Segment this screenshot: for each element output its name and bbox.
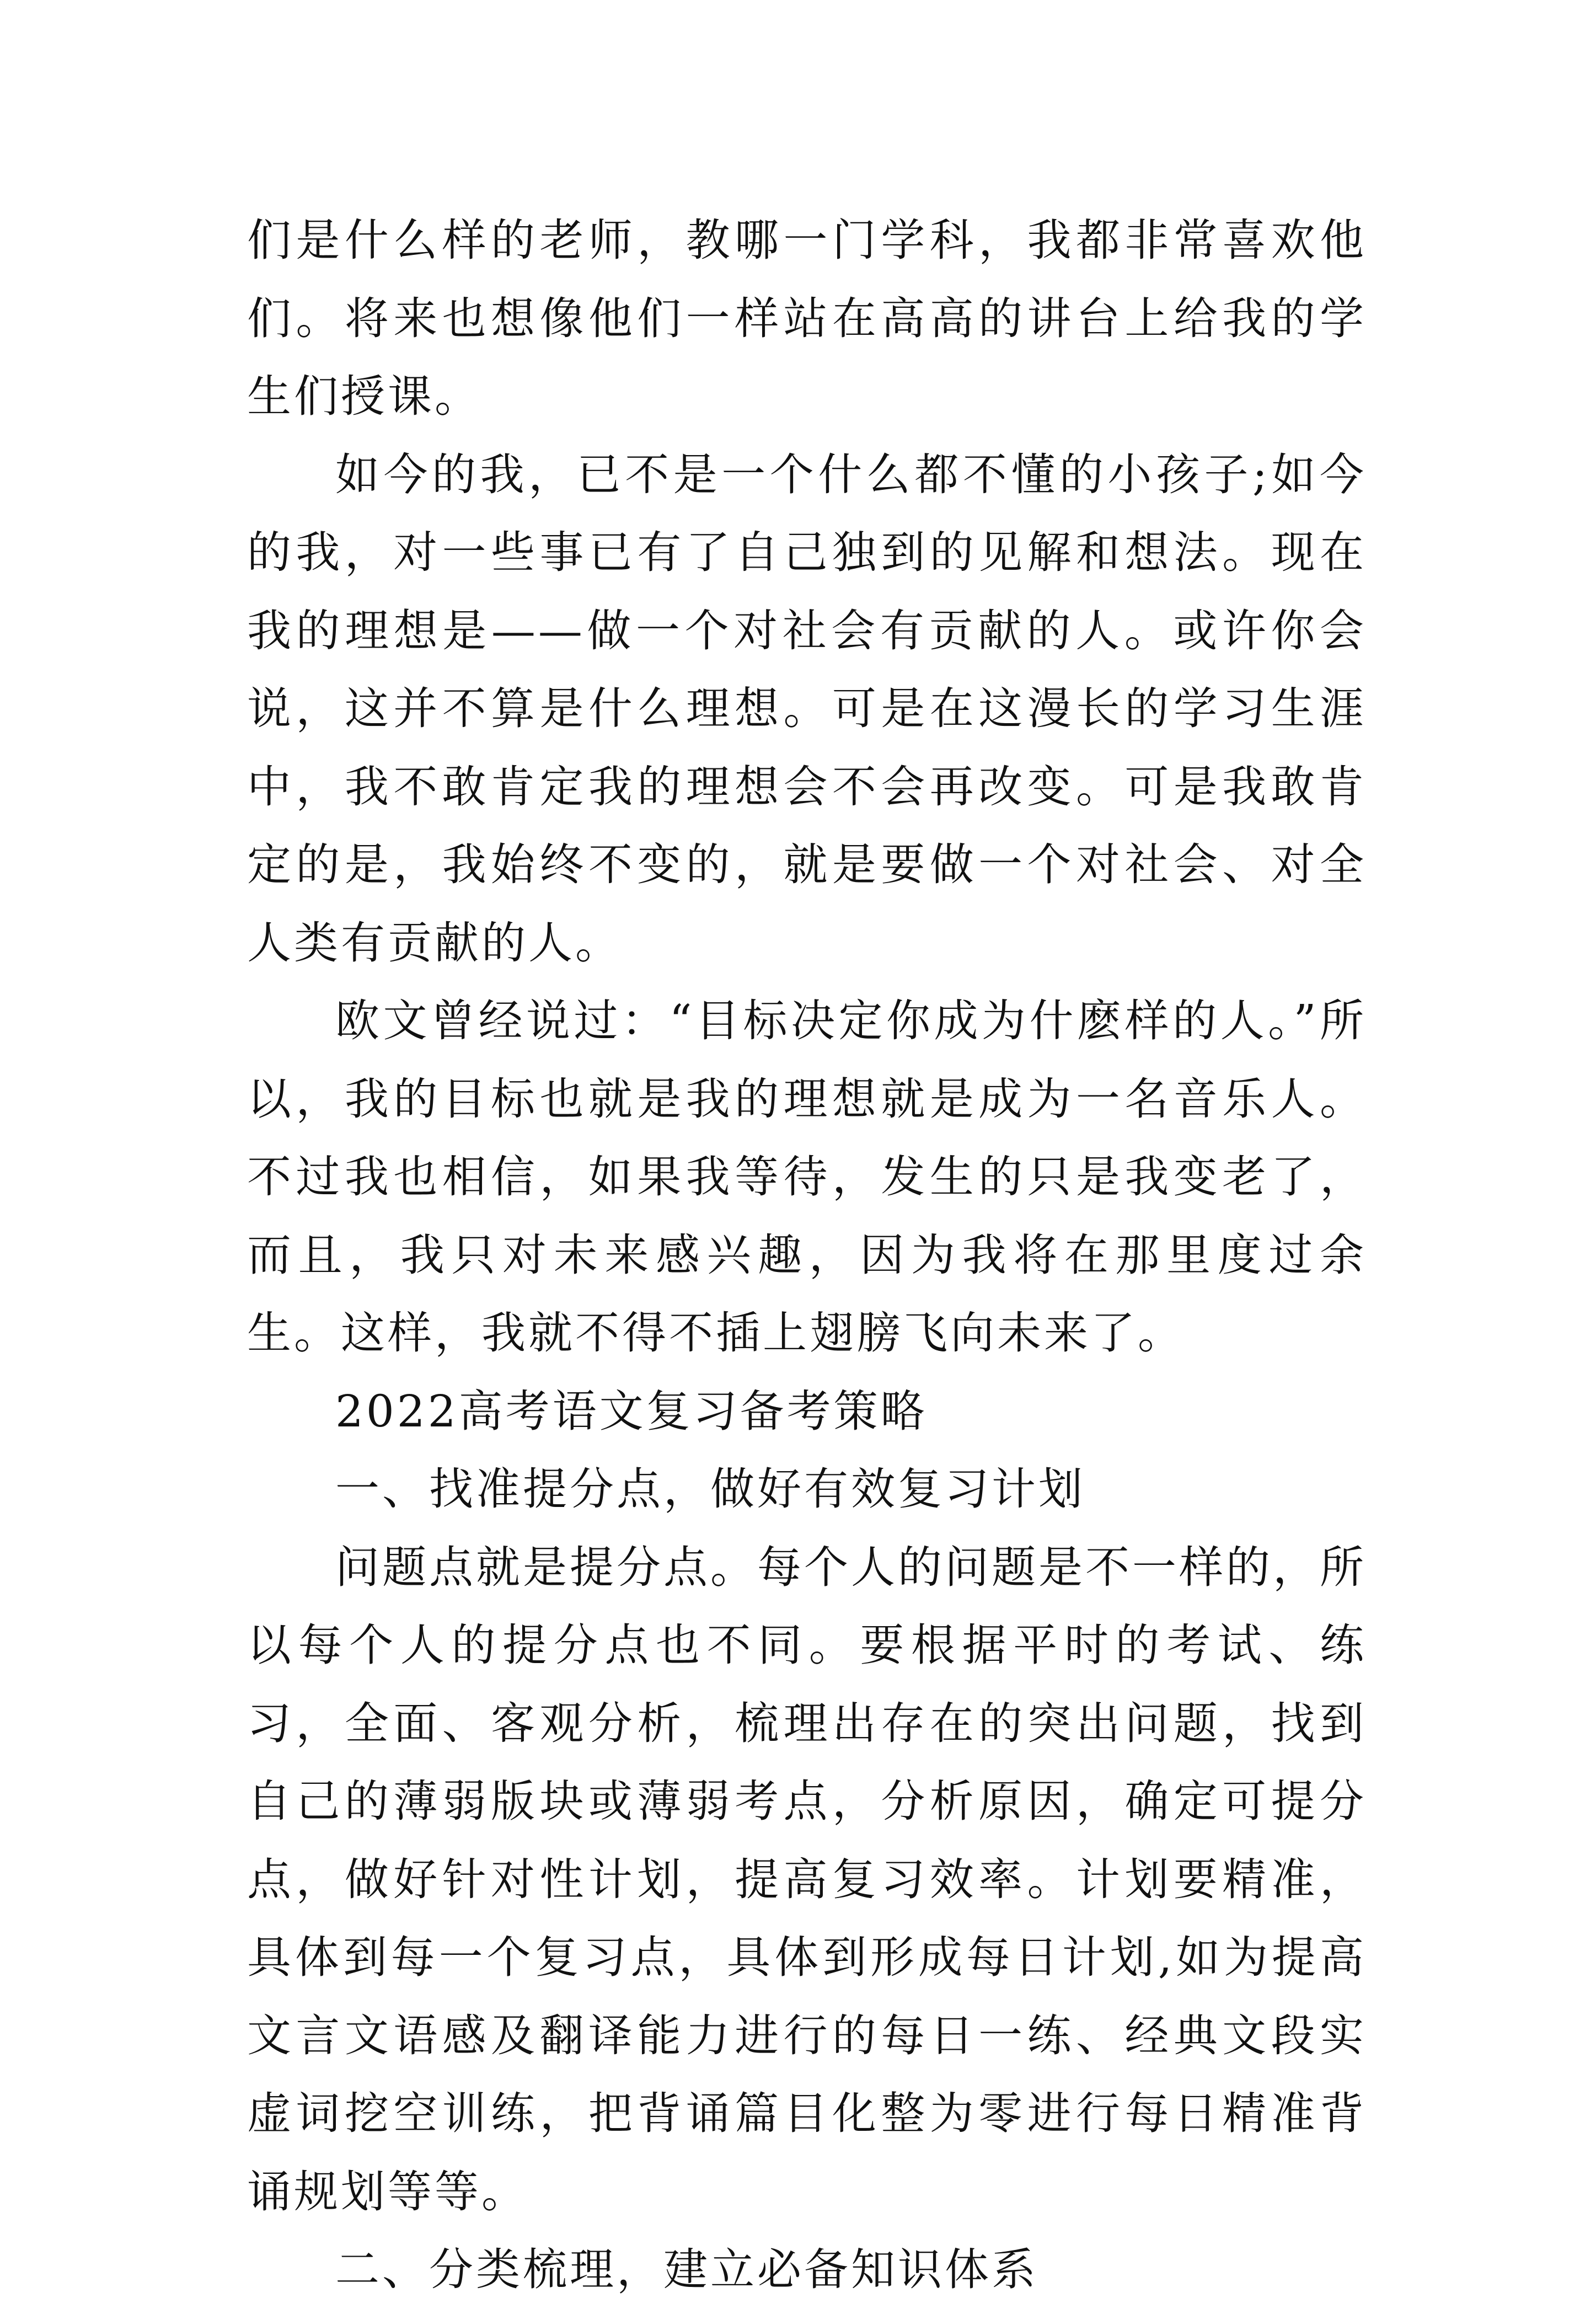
heading-two: 二、分类梳理，建立必备知识体系 (335, 2244, 1038, 2295)
paragraph-owen-quote: 欧文曾经说过：“目标决定你成为什麽样的人。”所以，我的目标也就是我的理想就是成为一名音乐人。不过我也相信，如果我等待，发生的只是我变老了，而且，我只对未来感兴趣，因为我将在那里度过余生。这样，我就不得不插上翅膀飞向未来了。 (247, 995, 1367, 1359)
paragraph-review-plan: 问题点就是提分点。每个人的问题是不一样的，所以每个人的提分点也不同。要根据平时的考试、练习，全面、客观分析，梳理出存在的突出问题，找到自己的薄弱版块或薄弱考点，分析原因，确定可提分点，做好针对性计划，提高复习效率。计划要精准，具体到每一个复习点，具体到形成每日计划,如为提高文言文语感及翻译能力进行的每日一练、经典文段实虚词挖空训练，把背诵篇目化整为零进行每日精准背诵规划等等。 (247, 1541, 1367, 2217)
heading-one: 一、找准提分点，做好有效复习计划 (335, 1463, 1085, 1515)
paragraph-current-ideal: 如今的我，已不是一个什么都不懂的小孩子;如今的我，对一些事已有了自己独到的见解和想法。现在我的理想是——做一个对社会有贡献的人。或许你会说，这并不算是什么理想。可是在这漫长的学习生涯中，我不敢肯定我的理想会不会再改变。可是我敢肯定的是，我始终不变的，就是要做一个对社会、对全人类有贡献的人。 (247, 448, 1367, 969)
paragraph-teacher-dream: 们是什么样的老师，教哪一门学科，我都非常喜欢他们。将来也想像他们一样站在高高的讲台上给我的学生们授课。 (247, 215, 1367, 422)
section-title: 2022高考语文复习备考策略 (335, 1385, 928, 1437)
document-body (247, 201, 1367, 2309)
